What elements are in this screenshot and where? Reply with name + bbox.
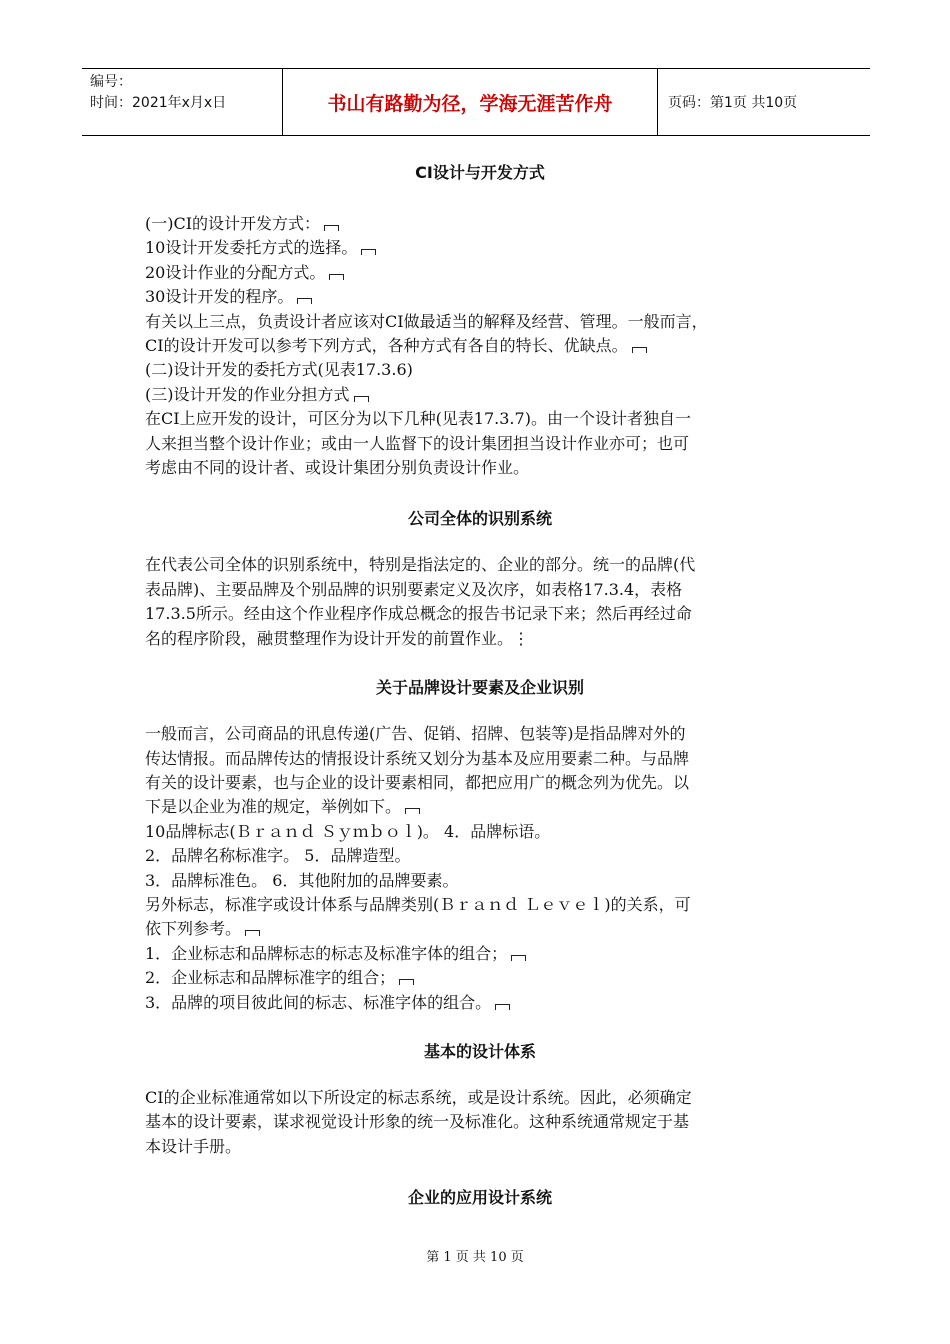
header-table: [82, 68, 870, 136]
text-line: 人来担当整个设计作业；或由一人监督下的设计集团担当设计作业亦可；也可: [145, 433, 690, 453]
paragraph-mark-icon: [297, 298, 312, 304]
text-line: 表品牌)、主要品牌及个别品牌的识别要素定义及次序，如表格17.3.4，表格: [145, 579, 683, 599]
text-line: 1．企业标志和品牌标志的标志及标准字体的组合；: [145, 942, 815, 966]
text-line: (一)CI的设计开发方式：: [145, 212, 815, 236]
page-footer: 第 1 页 共 10 页: [426, 1250, 524, 1265]
header-meta: [82, 69, 282, 135]
text-line: 本设计手册。: [145, 1136, 242, 1156]
section-title: CI设计与开发方式: [415, 163, 545, 182]
section-title: 公司全体的识别系统: [407, 509, 552, 529]
text-line: 10品牌标志(Ｂｒａｎｄ Ｓｙｍｂｏｌ)。 4．品牌标语。: [145, 821, 551, 841]
section-title: 基本的设计体系: [423, 1041, 536, 1061]
section-paragraph: [145, 722, 815, 1015]
time-label: 时间：2021年x月x日: [90, 95, 227, 111]
number-label: 编号：: [90, 74, 132, 90]
text-line: 10设计开发委托方式的选择。: [145, 236, 815, 260]
section-paragraph: [145, 212, 815, 480]
text-line: 3．品牌标准色。 6．其他附加的品牌要素。: [145, 870, 459, 890]
text-line: 在CI上应开发的设计，可区分为以下几种(见表17.3.7)。由一个设计者独自一: [145, 409, 691, 429]
text-line: (三)设计开发的作业分担方式: [145, 383, 815, 407]
text-line: 另外标志，标准字或设计体系与品牌类别(Ｂｒａｎｄ Ｌｅｖｅｌ)的关系，可: [145, 894, 691, 914]
text-line: 20设计作业的分配方式。: [145, 261, 815, 285]
text-line: 基本的设计要素，谋求视觉设计形象的统一及标准化。这种系统通常规定于基: [145, 1112, 690, 1132]
text-line: 2．品牌名称标准字。 5．品牌造型。: [145, 846, 411, 866]
paragraph-mark-icon: [405, 808, 420, 814]
text-line: 3．品牌的项目彼此间的标志、标准字体的组合。: [145, 991, 815, 1015]
paragraph-mark-icon: [245, 930, 260, 936]
header-page-info: 页码：第1页 共10页: [668, 95, 798, 111]
section-paragraph: [145, 1086, 815, 1159]
text-line: 30设计开发的程序。: [145, 285, 815, 309]
paragraph-mark-icon: [511, 955, 526, 961]
text-line: 依下列参考。: [145, 917, 815, 941]
section-paragraph: [145, 553, 815, 651]
text-line: 有关的设计要素，也与企业的设计要素相同，都把应用广的概念列为优先。以: [145, 772, 690, 792]
paragraph-mark-icon: [632, 347, 647, 353]
text-line: 名的程序阶段，融贯整理作为设计开发的前置作业。⋮: [145, 628, 530, 648]
paragraph-mark-icon: [324, 225, 339, 231]
text-line: (二)设计开发的委托方式(见表17.3.6): [145, 360, 413, 380]
paragraph-mark-icon: [399, 979, 414, 985]
text-line: CI的企业标准通常如以下所设定的标志系统，或是设计系统。因此，必须确定: [145, 1087, 692, 1107]
text-line: 有关以上三点，负责设计者应该对CI做最适当的解释及经营、管理。一般而言，: [145, 311, 708, 331]
text-line: CI的设计开发可以参考下列方式，各种方式有各自的特长、优缺点。: [145, 334, 815, 358]
text-line: 一般而言，公司商品的讯息传递(广告、促销、招牌、包装等)是指品牌对外的: [145, 724, 686, 744]
text-line: 考虑由不同的设计者、或设计集团分别负责设计作业。: [145, 458, 530, 478]
paragraph-mark-icon: [329, 274, 344, 280]
section-title: 企业的应用设计系统: [407, 1188, 552, 1208]
header-motto: 书山有路勤为径，学海无涯苦作舟: [282, 69, 658, 135]
text-line: 传达情报。而品牌传达的情报设计系统又划分为基本及应用要素二种。与品牌: [145, 748, 690, 768]
text-line: 17.3.5所示。经由这个作业程序作成总概念的报告书记录下来；然后再经过命: [145, 604, 692, 624]
paragraph-mark-icon: [495, 1004, 510, 1010]
section-title: 关于品牌设计要素及企业识别: [375, 678, 584, 698]
paragraph-mark-icon: [361, 249, 376, 255]
document-body: [145, 160, 815, 1211]
text-line: 在代表公司全体的识别系统中，特别是指法定的、企业的部分。统一的品牌(代: [145, 555, 696, 575]
text-line: 2．企业标志和品牌标准字的组合；: [145, 966, 815, 990]
paragraph-mark-icon: [354, 396, 369, 402]
text-line: 下是以企业为准的规定，举例如下。: [145, 795, 815, 819]
